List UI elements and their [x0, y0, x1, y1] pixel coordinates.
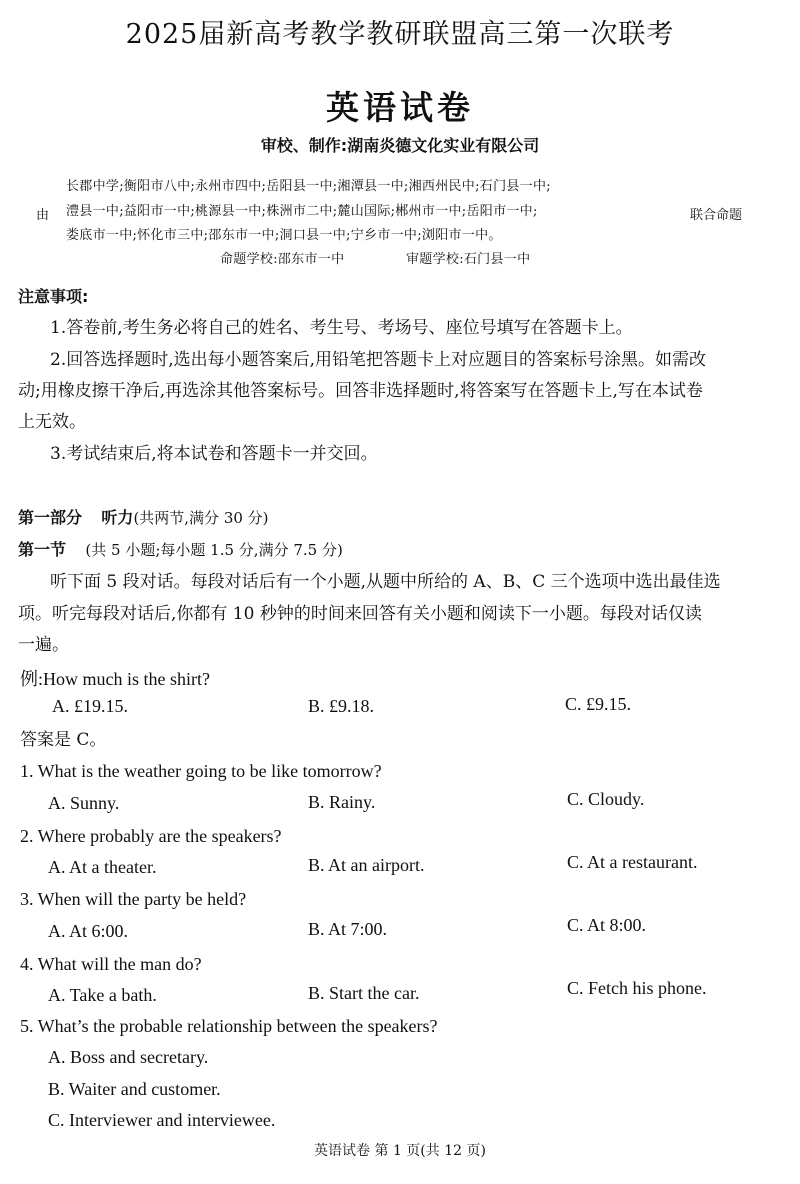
question-5-option-a: A. Boss and secretary. [48, 1047, 209, 1067]
question-3-option-b: B. At 7:00. [308, 919, 388, 939]
part1-detail: (共两节,满分 30 分) [133, 509, 269, 527]
schools-line-2: 澧县一中;益阳市一中;桃源县一中;株洲市二中;麓山国际;郴州市一中;岳阳市一中; [66, 204, 538, 219]
by-label: 由 [36, 208, 50, 223]
question-5-stem: 5. What’s the probable relationship between the speakers? [20, 1016, 438, 1036]
question-3-option-c: C. At 8:00. [567, 915, 647, 935]
instructions-line-1: 听下面 5 段对话。每段对话后有一个小题,从题中所给的 A、B、C 三个选项中选出最佳选 [50, 572, 721, 592]
question-2-option-b: B. At an airport. [308, 855, 425, 875]
part1-title: 听力 [101, 508, 134, 527]
instructions-line-3: 一遍。 [18, 635, 69, 655]
proposer-school: 命题学校:邵东市一中 [220, 252, 345, 267]
question-1-stem: 1. What is the weather going to be like tomorrow? [20, 761, 382, 781]
question-2-stem: 2. Where probably are the speakers? [20, 826, 282, 846]
question-1-option-a: A. Sunny. [48, 793, 120, 813]
section1-detail: (共 5 小题;每小题 1.5 分,满分 7.5 分) [85, 541, 343, 559]
example-answer: 答案是 C。 [20, 730, 107, 750]
question-5-option-b: B. Waiter and customer. [48, 1079, 221, 1099]
example-option-c: C. £9.15. [565, 694, 632, 714]
example-option-a: A. £19.15. [52, 696, 128, 716]
instructions-line-2: 项。听完每段对话后,你都有 10 秒钟的时间来回答有关小题和阅读下一小题。每段对话仅读 [18, 604, 702, 624]
notice-item-2-line-2: 动;用橡皮擦干净后,再选涂其他答案标号。回答非选择题时,将答案写在答题卡上,写在本试卷 [18, 381, 703, 401]
schools-line-3: 娄底市一中;怀化市三中;邵东市一中;洞口县一中;宁乡市一中;浏阳市一中。 [66, 228, 502, 243]
exam-title: 2025届新高考教学教研联盟高三第一次联考 [125, 19, 675, 50]
question-5-option-c: C. Interviewer and interviewee. [48, 1110, 276, 1130]
example-prompt: 例:How much is the shirt? [20, 669, 210, 689]
section1-label: 第一节 [18, 540, 67, 559]
notice-heading: 注意事项: [18, 287, 89, 306]
example-option-b: B. £9.18. [308, 696, 375, 716]
notice-item-2-line-3: 上无效。 [18, 412, 86, 432]
question-2-option-c: C. At a restaurant. [567, 852, 698, 872]
page-footer: 英语试卷 第 1 页(共 12 页) [314, 1143, 486, 1159]
question-4-option-b: B. Start the car. [308, 983, 420, 1003]
part1-heading [18, 508, 269, 528]
joint-label: 联合命题 [690, 208, 743, 223]
question-1-option-c: C. Cloudy. [567, 789, 645, 809]
producer-line: 审校、制作:湖南炎德文化实业有限公司 [260, 136, 540, 155]
question-2-option-a: A. At a theater. [48, 857, 157, 877]
subject-title: 英语试卷 [326, 88, 474, 127]
notice-item-3: 3.考试结束后,将本试卷和答题卡一并交回。 [50, 444, 378, 464]
question-4-stem: 4. What will the man do? [20, 954, 202, 974]
reviewer-school: 审题学校:石门县一中 [406, 252, 531, 267]
question-4-option-c: C. Fetch his phone. [567, 978, 707, 998]
question-1-option-b: B. Rainy. [308, 792, 376, 812]
notice-item-2-line-1: 2.回答选择题时,选出每小题答案后,用铅笔把答题卡上对应题目的答案标号涂黑。如需改 [50, 350, 707, 370]
notice-item-1: 1.答卷前,考生务必将自己的姓名、考生号、考场号、座位号填写在答题卡上。 [50, 318, 633, 338]
section1-heading [18, 540, 343, 560]
part1-label: 第一部分 [18, 508, 83, 527]
schools-line-1: 长郡中学;衡阳市八中;永州市四中;岳阳县一中;湘潭县一中;湘西州民中;石门县一中; [66, 179, 551, 194]
question-3-option-a: A. At 6:00. [48, 921, 129, 941]
question-3-stem: 3. When will the party be held? [20, 889, 247, 909]
question-4-option-a: A. Take a bath. [48, 985, 157, 1005]
